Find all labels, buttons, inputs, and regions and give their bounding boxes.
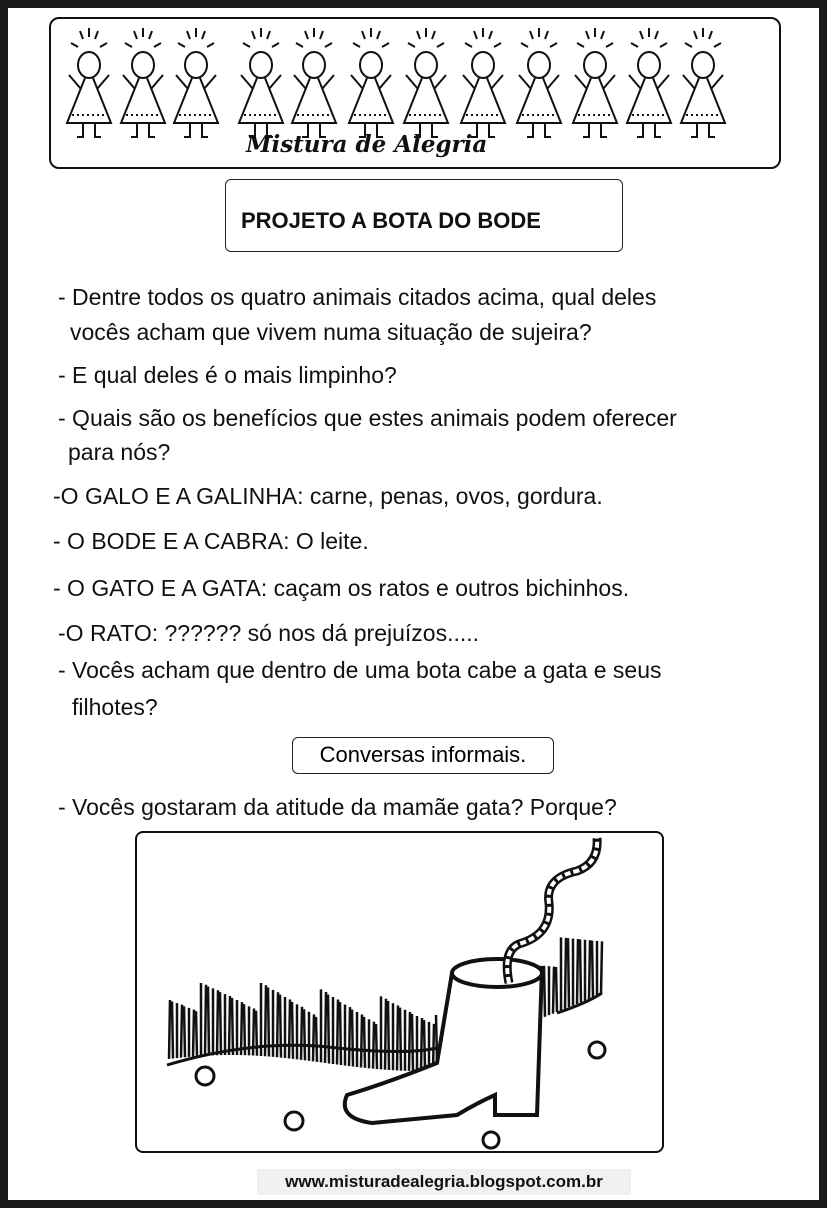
child-figure	[461, 28, 505, 137]
grass-blade	[352, 1010, 353, 1067]
title-box	[225, 179, 623, 252]
child-figure	[627, 28, 671, 137]
grass-blade	[313, 1014, 314, 1061]
answer-line: -O RATO: ?????? só nos dá prejuízos.....	[58, 620, 480, 646]
child-figure	[349, 28, 393, 137]
grass-blade	[568, 938, 569, 1007]
grass-blade	[289, 999, 290, 1058]
grass-blade	[208, 987, 209, 1056]
grass-blade	[277, 992, 278, 1057]
grass-blade	[577, 939, 578, 1004]
child-figure	[239, 28, 283, 137]
boot-drawing	[137, 833, 662, 1151]
grass-blade	[385, 999, 386, 1070]
grass-blade	[241, 1002, 242, 1055]
answer-line: - O GATO E A GATA: caçam os ratos e outros bichinhos.	[53, 575, 630, 601]
grass-blade	[292, 1002, 293, 1059]
grass-blade	[421, 1018, 422, 1071]
question-line: filhotes?	[72, 694, 158, 720]
page-title: PROJETO A BOTA DO BODE	[241, 208, 541, 233]
question-line: - E qual deles é o mais limpinho?	[58, 362, 397, 388]
grass-blade	[184, 1006, 185, 1057]
grass-blade	[193, 1010, 194, 1057]
question-line: - Vocês gostaram da atitude da mamãe gata? Porque?	[58, 794, 617, 820]
question-line: vocês acham que vivem numa situação de sujeira?	[70, 319, 592, 345]
question-line: - Vocês acham que dentro de uma bota cabe a gata e seus	[58, 657, 662, 683]
question-line: para nós?	[68, 439, 171, 465]
grass-blade	[328, 994, 329, 1063]
grass-blade	[373, 1022, 374, 1069]
child-figure	[121, 28, 165, 137]
grass-blade	[337, 1000, 338, 1065]
grass-blade	[388, 1001, 389, 1070]
grass-blade	[325, 992, 326, 1063]
answer-line: -O GALO E A GALINHA: carne, penas, ovos, gordura.	[53, 483, 603, 509]
grass-blade	[304, 1009, 305, 1060]
grass-blade	[205, 985, 206, 1056]
child-figure	[174, 28, 218, 137]
grass-blade	[169, 1000, 170, 1059]
grass-blade	[361, 1014, 362, 1067]
child-figure	[67, 28, 111, 137]
grass-blade	[409, 1012, 410, 1071]
grass-blade	[553, 967, 554, 1014]
grass-blade	[580, 939, 581, 1002]
grass-blade	[256, 1011, 257, 1056]
grass-blade	[172, 1001, 173, 1058]
grass-blade	[217, 990, 218, 1055]
grass-blade	[544, 966, 545, 1017]
grass-blade	[364, 1017, 365, 1068]
grass-blade	[589, 940, 590, 999]
child-figure	[681, 28, 725, 137]
brand-logo-text: Mistura de Alegria	[246, 131, 488, 158]
grass-blade	[349, 1007, 350, 1066]
header-banner	[49, 17, 781, 169]
grass-blade	[400, 1008, 401, 1071]
boot-illustration	[135, 831, 664, 1153]
worksheet-page	[8, 8, 819, 1200]
child-figure	[292, 28, 336, 137]
conversation-box: Conversas informais.	[292, 737, 554, 774]
grass-blade	[376, 1024, 377, 1069]
grass-blade	[196, 1011, 197, 1056]
child-figure	[573, 28, 617, 137]
footer-url: www.misturadealegria.blogspot.com.br	[257, 1169, 631, 1195]
grass-blade	[397, 1005, 398, 1070]
grass-blade	[229, 996, 230, 1055]
child-figure	[517, 28, 561, 137]
grass-blade	[556, 967, 557, 1012]
child-figure	[404, 28, 448, 137]
grass-blade	[301, 1007, 302, 1060]
question-line: - Dentre todos os quatro animais citados acima, qual deles	[58, 284, 657, 310]
grass-blade	[592, 941, 593, 998]
grass-blade	[340, 1002, 341, 1065]
grass-blade	[565, 938, 566, 1009]
grass-blade	[316, 1017, 317, 1062]
grass-blade	[412, 1014, 413, 1071]
grass-blade	[280, 995, 281, 1058]
answer-line: - O BODE E A CABRA: O leite.	[53, 528, 369, 554]
grass-blade	[181, 1005, 182, 1058]
grass-blade	[601, 941, 602, 994]
question-line: - Quais são os benefícios que estes animais podem oferecer	[58, 405, 677, 431]
grass-blade	[424, 1020, 425, 1071]
grass-blade	[220, 992, 221, 1055]
grass-blade	[232, 998, 233, 1055]
